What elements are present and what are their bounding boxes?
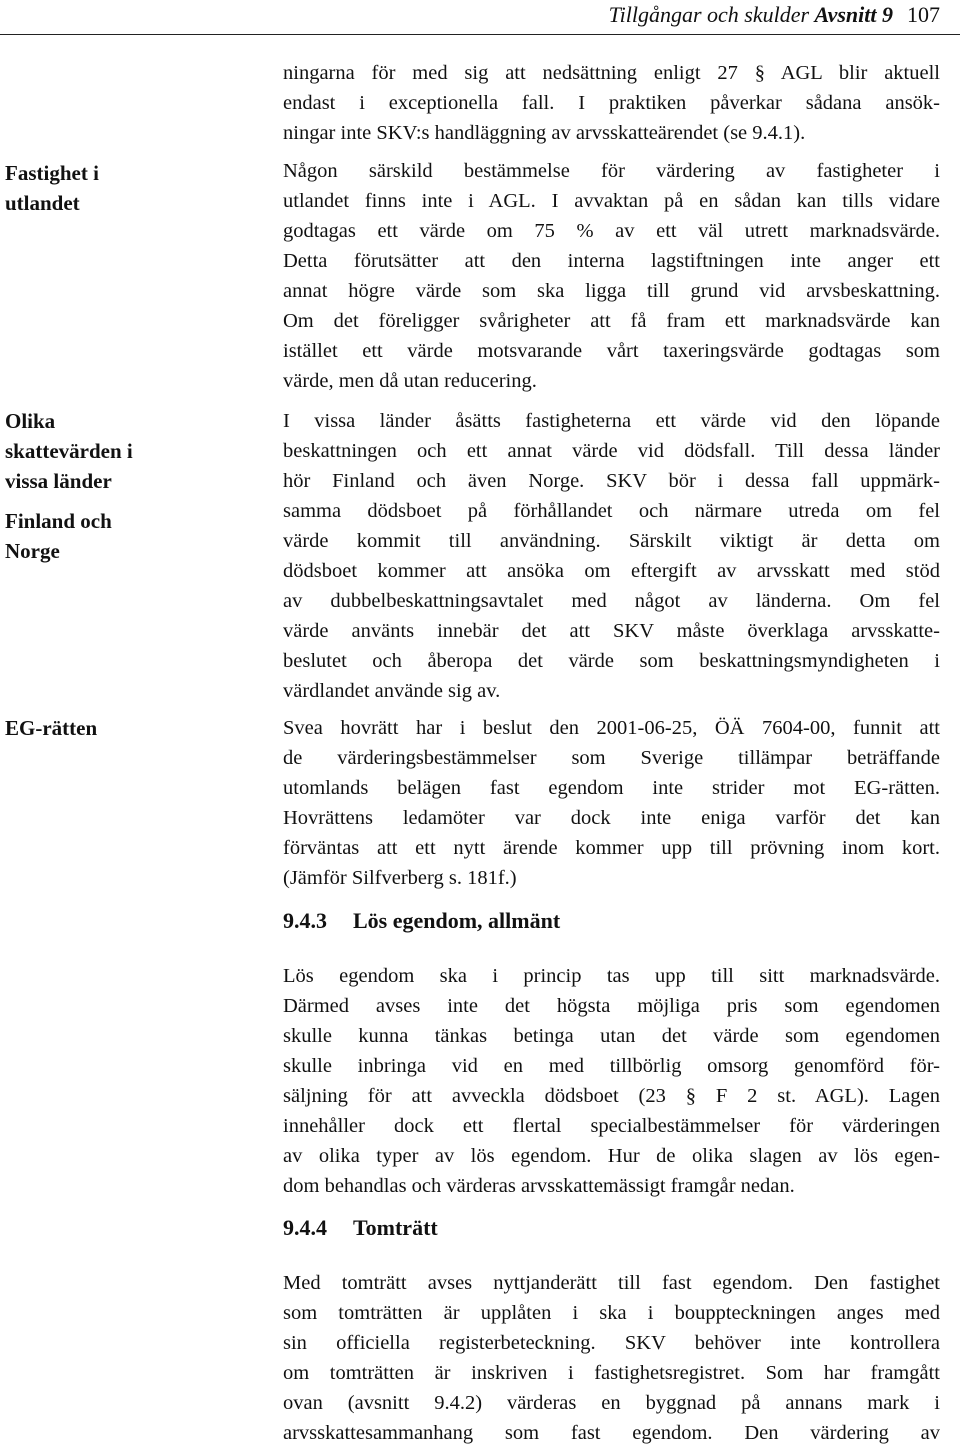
text-line: om tomträtten är inskriven i fastighetsregistret. Som har framgått: [283, 1362, 940, 1384]
text-line: som tomträtten är upplåten i ska i bouppteckningen anges med: [283, 1302, 940, 1324]
text-line: av olika typer av lös egendom. Hur de olika slagen av lös egen-: [283, 1145, 940, 1167]
margin-note-fastighet: [5, 158, 245, 218]
text-line: beslutet och åberopa det värde som beskattningsmyndigheten i: [283, 650, 940, 672]
paragraph: [283, 406, 940, 706]
text-line: dödsboet kommer att ansöka om eftergift av arvsskatt med stöd: [283, 560, 940, 582]
text-line: Någon särskild bestämmelse för värdering av fastigheter i: [283, 160, 940, 182]
text-line: säljning för att avveckla dödsboet (23 § F 2 st. AGL). Lagen: [283, 1085, 940, 1107]
text-line: skulle inbringa vid en med tillbörlig omsorg genomförd för-: [283, 1055, 940, 1077]
header-title: Tillgångar och skulder: [608, 2, 810, 27]
text-line: I vissa länder åsätts fastigheterna ett värde vid den löpande: [283, 410, 940, 432]
margin-note-line: utlandet: [5, 191, 80, 215]
margin-note-finland: [5, 506, 245, 566]
margin-note-line: skattevärden i: [5, 439, 133, 463]
margin-note-line: vissa länder: [5, 469, 112, 493]
header-section: Avsnitt 9: [814, 2, 893, 27]
text-line: endast i exceptionella fall. I praktiken påverkar sådana ansök-: [283, 92, 940, 114]
paragraph: [283, 58, 940, 148]
margin-note-line: Fastighet i: [5, 161, 99, 185]
text-line: skulle kunna tänkas betinga utan det värde som egendomen: [283, 1025, 940, 1047]
section-heading: [283, 1213, 438, 1243]
text-line: Lös egendom ska i princip tas upp till sitt marknadsvärde.: [283, 965, 940, 987]
paragraph: [283, 713, 940, 893]
text-line: förväntas att ett nytt ärende kommer upp till prövning inom kort.: [283, 837, 940, 859]
text-line: av dubbelbeskattningsavtalet med något av länderna. Om fel: [283, 590, 940, 612]
text-line: värde, men då utan reducering.: [283, 370, 537, 392]
text-line: Hovrättens ledamöter var dock inte eniga varför det kan: [283, 807, 940, 829]
text-line: arvsskattesammanhang som fast egendom. Den värdering av: [283, 1422, 940, 1444]
running-header: [609, 0, 940, 30]
text-line: godtagas ett värde om 75 % av ett väl utrett marknadsvärde.: [283, 220, 940, 242]
margin-note-line: EG-rätten: [5, 716, 98, 740]
text-line: värdlandet använde sig av.: [283, 680, 501, 702]
text-line: ningar inte SKV:s handläggning av arvsskatteärendet (se 9.4.1).: [283, 122, 806, 144]
paragraph: [283, 156, 940, 396]
text-line: värde använts innebär det att SKV måste överklaga arvsskatte-: [283, 620, 940, 642]
page-number: 107: [907, 2, 940, 27]
text-line: Detta förutsätter att den interna lagstiftningen inte anger ett: [283, 250, 940, 272]
text-line: värde kommit till användning. Särskilt viktigt är detta om: [283, 530, 940, 552]
text-line: ningarna för med sig att nedsättning enligt 27 § AGL blir aktuell: [283, 62, 940, 84]
text-line: sin officiella registerbeteckning. SKV behöver inte kontrollera: [283, 1332, 940, 1354]
section-number: 9.4.3: [283, 908, 327, 933]
text-line: Svea hovrätt har i beslut den 2001-06-25, ÖÄ 7604-00, funnit att: [283, 717, 940, 739]
text-line: Därmed avses inte det högsta möjliga pris som egendomen: [283, 995, 940, 1017]
text-line: de värderingsbestämmelser som Sverige tillämpar beträffande: [283, 747, 940, 769]
text-line: utlandet finns inte i AGL. I avvaktan på en sådan kan tills vidare: [283, 190, 940, 212]
section-title: Lös egendom, allmänt: [353, 908, 561, 933]
text-line: dom behandlas och värderas arvsskattemässigt framgår nedan.: [283, 1175, 795, 1197]
margin-note-line: Norge: [5, 539, 60, 563]
paragraph: [283, 961, 940, 1201]
text-line: hör Finland och även Norge. SKV bör i dessa fall uppmärk-: [283, 470, 940, 492]
margin-note-line: Finland och: [5, 509, 112, 533]
text-line: Om det föreligger svårigheter att få fram ett marknadsvärde kan: [283, 310, 940, 332]
margin-note-line: Olika: [5, 409, 56, 433]
text-line: samma dödsboet på förhållandet och närmare utreda om fel: [283, 500, 940, 522]
section-heading: [283, 906, 560, 936]
header-rule: [0, 34, 960, 35]
text-line: istället ett värde motsvarande vårt taxeringsvärde godtagas som: [283, 340, 940, 362]
text-line: ovan (avsnitt 9.4.2) värderas en byggnad på annans mark i: [283, 1392, 940, 1414]
text-line: beskattningen och ett annat värde vid dödsfall. Till dessa länder: [283, 440, 940, 462]
margin-note-eg: [5, 713, 245, 743]
margin-note-olika: [5, 406, 245, 496]
paragraph: [283, 1268, 940, 1448]
text-line: Med tomträtt avses nyttjanderätt till fast egendom. Den fastighet: [283, 1272, 940, 1294]
section-number: 9.4.4: [283, 1215, 327, 1240]
text-line: annat högre värde som ska ligga till grund vid arvsbeskattning.: [283, 280, 940, 302]
text-line: utomlands belägen fast egendom inte strider mot EG-rätten.: [283, 777, 940, 799]
section-title: Tomträtt: [353, 1215, 438, 1240]
text-line: innehåller dock ett flertal specialbestämmelser för värderingen: [283, 1115, 940, 1137]
text-line: (Jämför Silfverberg s. 181f.): [283, 867, 517, 889]
